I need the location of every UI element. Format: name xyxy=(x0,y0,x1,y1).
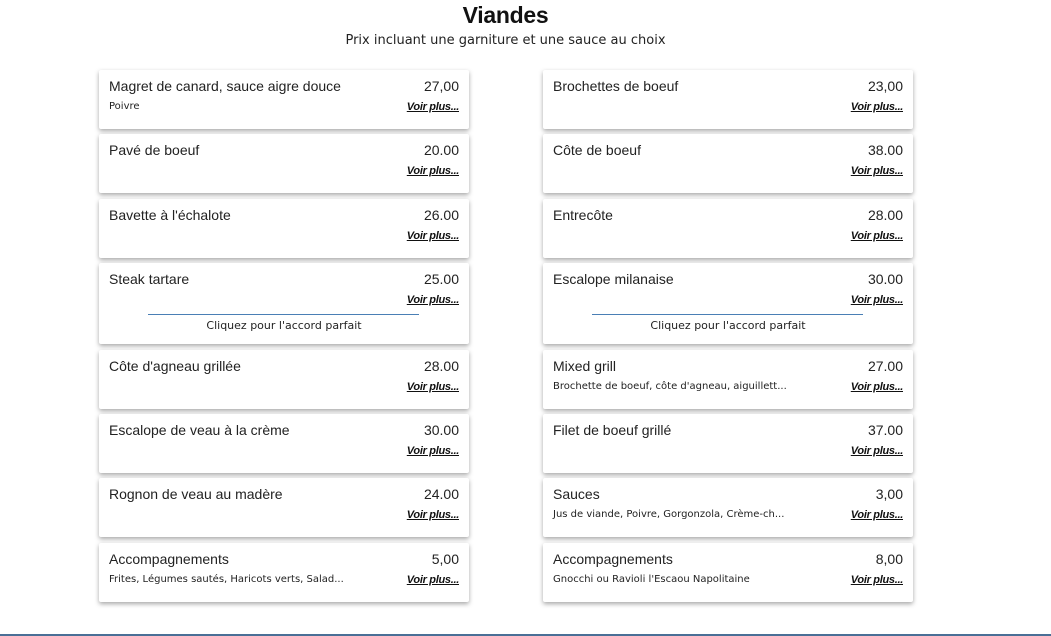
menu-item-name: Entrecôte xyxy=(553,206,613,223)
menu-item-name: Accompagnements xyxy=(109,550,229,567)
see-more-link[interactable]: Voir plus... xyxy=(850,229,903,242)
see-more-link[interactable]: Voir plus... xyxy=(850,294,903,307)
pairing-link[interactable]: Cliquez pour l'accord parfait xyxy=(206,319,362,333)
menu-item-price: 5,00 xyxy=(431,550,459,567)
see-more-link[interactable]: Voir plus... xyxy=(406,294,459,307)
menu-item-card[interactable] xyxy=(99,263,469,344)
menu-item-card[interactable] xyxy=(543,263,913,344)
see-more-link[interactable]: Voir plus... xyxy=(406,380,459,393)
menu-item-name: Côte d'agneau grillée xyxy=(109,357,241,374)
menu-item-card[interactable] xyxy=(543,478,913,537)
menu-item-name: Escalope milanaise xyxy=(553,271,674,288)
menu-item-description: Jus de viande, Poivre, Gorgonzola, Crème-ch... xyxy=(553,509,785,521)
menu-item-price: 24.00 xyxy=(423,486,459,503)
menu-item-price: 28.00 xyxy=(867,206,903,223)
see-more-link[interactable]: Voir plus... xyxy=(406,229,459,242)
menu-item-price: 23,00 xyxy=(867,78,903,94)
pairing-link[interactable]: Cliquez pour l'accord parfait xyxy=(650,319,806,333)
menu-item-name: Escalope de veau à la crème xyxy=(109,421,290,438)
menu-item-name: Rognon de veau au madère xyxy=(109,486,283,503)
menu-item-price: 28.00 xyxy=(423,357,459,374)
see-more-link[interactable]: Voir plus... xyxy=(850,101,903,113)
menu-column-left xyxy=(99,70,469,607)
divider xyxy=(592,314,863,315)
page-title: Viandes xyxy=(462,2,549,28)
menu-item-price: 38.00 xyxy=(867,142,903,159)
menu-item-price: 3,00 xyxy=(875,486,903,503)
see-more-link[interactable]: Voir plus... xyxy=(406,101,459,113)
menu-item-price: 30.00 xyxy=(423,421,459,438)
menu-item-price: 37.00 xyxy=(867,421,903,438)
menu-item-name: Magret de canard, sauce aigre douce xyxy=(109,78,341,94)
menu-item-description: Brochette de boeuf, côte d'agneau, aiguillett... xyxy=(553,380,787,392)
see-more-link[interactable]: Voir plus... xyxy=(406,573,459,586)
menu-item-card[interactable] xyxy=(543,134,913,193)
menu-item-price: 27,00 xyxy=(423,78,459,94)
menu-item-name: Accompagnements xyxy=(553,550,673,567)
see-more-link[interactable]: Voir plus... xyxy=(850,509,903,522)
menu-item-card[interactable] xyxy=(543,199,913,258)
menu-item-name: Sauces xyxy=(553,486,600,503)
see-more-link[interactable]: Voir plus... xyxy=(850,380,903,393)
menu-item-description: Gnocchi ou Ravioli l'Escaou Napolitaine xyxy=(553,573,750,585)
menu-item-name: Pavé de boeuf xyxy=(109,142,200,159)
menu-item-name: Filet de boeuf grillé xyxy=(553,421,672,438)
menu-item-card[interactable] xyxy=(99,350,469,409)
see-more-link[interactable]: Voir plus... xyxy=(850,444,903,457)
menu-item-card[interactable] xyxy=(99,543,469,602)
menu-item-card[interactable] xyxy=(543,414,913,473)
menu-item-card[interactable] xyxy=(543,543,913,602)
menu-item-name: Steak tartare xyxy=(109,271,190,288)
menu-item-name: Côte de boeuf xyxy=(553,142,641,159)
menu-item-price: 30.00 xyxy=(867,271,903,288)
menu-item-card[interactable] xyxy=(543,70,913,129)
menu-item-description: Poivre xyxy=(109,101,140,112)
menu-item-description: Frites, Légumes sautés, Haricots verts, Salad... xyxy=(109,573,344,585)
menu-item-card[interactable] xyxy=(99,414,469,473)
see-more-link[interactable]: Voir plus... xyxy=(850,165,903,178)
menu-item-name: Brochettes de boeuf xyxy=(553,78,679,94)
divider xyxy=(148,314,419,315)
menu-item-card[interactable] xyxy=(99,478,469,537)
see-more-link[interactable]: Voir plus... xyxy=(406,444,459,457)
menu-item-price: 25.00 xyxy=(423,271,459,288)
menu-item-card[interactable] xyxy=(99,199,469,258)
menu-column-right xyxy=(543,70,913,607)
menu-item-card[interactable] xyxy=(543,350,913,409)
menu-item-price: 20.00 xyxy=(423,142,459,159)
menu-item-price: 26.00 xyxy=(423,206,459,223)
see-more-link[interactable]: Voir plus... xyxy=(850,573,903,586)
see-more-link[interactable]: Voir plus... xyxy=(406,165,459,178)
menu-item-price: 8,00 xyxy=(875,550,903,567)
see-more-link[interactable]: Voir plus... xyxy=(406,509,459,522)
menu-item-name: Mixed grill xyxy=(553,357,617,374)
page-subtitle: Prix incluant une garniture et une sauce au choix xyxy=(345,33,666,48)
menu-item-card[interactable] xyxy=(99,134,469,193)
menu-item-name: Bavette à l'échalote xyxy=(109,206,231,223)
menu-item-price: 27.00 xyxy=(867,357,903,374)
menu-item-card[interactable] xyxy=(99,70,469,129)
